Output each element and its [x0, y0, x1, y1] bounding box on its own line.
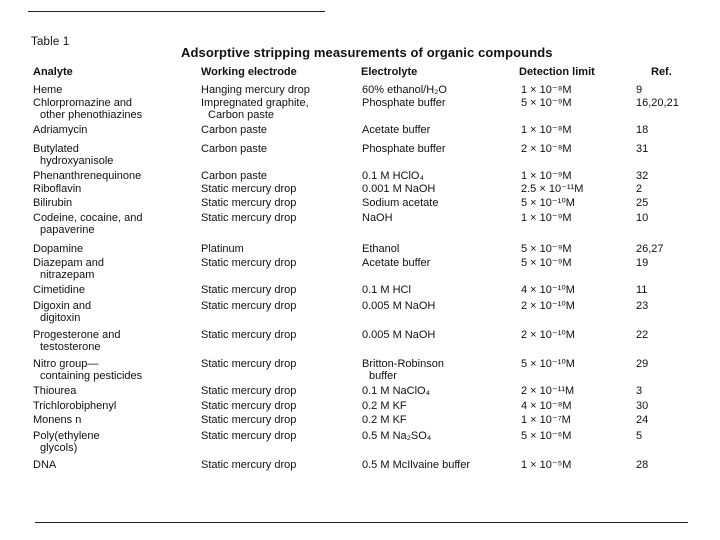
ref-cell: 10 — [636, 212, 649, 224]
electrolyte-cell — [362, 430, 431, 442]
electrode-cell-line: Static mercury drop — [201, 430, 297, 442]
detection-limit-cell: 2 × 10⁻¹⁰M — [521, 300, 575, 312]
detection-limit-cell: 5 × 10⁻⁹M — [521, 243, 572, 255]
analyte-cell — [33, 143, 113, 167]
analyte-cell-line: Bilirubin — [33, 197, 73, 209]
electrode-cell-line: Carbon paste — [201, 143, 268, 155]
table-row — [0, 459, 720, 473]
analyte-cell — [33, 243, 83, 255]
electrode-cell-line: Static mercury drop — [201, 284, 297, 296]
analyte-cell — [33, 459, 56, 471]
electrolyte-cell-line: 0.5 M Na₂SO₄ — [362, 430, 432, 442]
table-row — [0, 124, 720, 138]
ref-cell: 32 — [636, 170, 649, 182]
ref-cell: 16,20,21 — [636, 97, 679, 109]
electrolyte-cell-line: Acetate buffer — [362, 257, 431, 269]
electrode-cell — [201, 84, 310, 96]
ref-cell: 30 — [636, 400, 649, 412]
ref-cell: 28 — [636, 459, 649, 471]
electrode-cell-line: Hanging mercury drop — [201, 84, 310, 96]
electrolyte-cell — [362, 300, 435, 312]
ref-cell: 18 — [636, 124, 649, 136]
analyte-cell-line: Digoxin and — [33, 300, 92, 312]
table-row — [0, 358, 720, 382]
electrode-cell — [201, 97, 309, 121]
detection-limit-cell: 1 × 10⁻⁵M — [521, 459, 572, 471]
electrolyte-cell-continuation: buffer — [369, 370, 397, 382]
ref-cell: 19 — [636, 257, 649, 269]
bottom-rule — [35, 522, 688, 523]
table-row — [0, 329, 720, 353]
electrode-cell-line: Carbon paste — [201, 124, 268, 136]
electrode-cell — [201, 400, 296, 412]
header-detection-limit: Detection limit — [519, 66, 595, 78]
analyte-cell-line: Diazepam and — [33, 257, 104, 269]
ref-cell: 11 — [636, 284, 648, 296]
table-row — [0, 400, 720, 414]
analyte-cell-line: Monens n — [33, 414, 82, 426]
electrolyte-cell-line: 0.1 M NaClO₄ — [362, 385, 431, 397]
electrolyte-cell-line: Ethanol — [362, 243, 400, 255]
table-row — [0, 414, 720, 428]
detection-limit-cell: 5 × 10⁻¹⁰M — [521, 197, 575, 209]
electrode-cell — [201, 212, 296, 224]
detection-limit-cell: 1 × 10⁻⁹M — [521, 170, 572, 182]
analyte-cell-continuation: containing pesticides — [40, 370, 143, 382]
analyte-cell — [33, 329, 120, 353]
electrolyte-cell-line: Britton-Robinson — [362, 358, 444, 370]
analyte-cell-line: Trichlorobiphenyl — [33, 400, 117, 412]
analyte-cell — [33, 400, 116, 412]
analyte-cell — [33, 212, 142, 236]
electrolyte-cell-line: Phosphate buffer — [362, 143, 446, 155]
table-row — [0, 170, 720, 184]
detection-limit-cell: 1 × 10⁻⁹M — [521, 212, 572, 224]
electrolyte-cell-line: 0.005 M NaOH — [362, 329, 436, 341]
table-row — [0, 197, 720, 211]
table-label: Table 1 — [31, 36, 70, 48]
electrode-cell-line: Static mercury drop — [201, 459, 297, 471]
electrode-cell-line: Carbon paste — [201, 170, 268, 182]
analyte-cell-line: Progesterone and — [33, 329, 121, 341]
analyte-cell — [33, 300, 91, 324]
analyte-cell — [33, 197, 72, 209]
analyte-cell-continuation: papaverine — [40, 224, 95, 236]
electrolyte-cell — [362, 284, 411, 296]
electrolyte-cell — [362, 124, 430, 136]
electrolyte-cell — [362, 459, 470, 471]
electrolyte-cell-line: 0.005 M NaOH — [362, 300, 436, 312]
detection-limit-cell: 4 × 10⁻⁸M — [521, 400, 572, 412]
ref-cell: 2 — [636, 183, 643, 195]
table-row — [0, 300, 720, 324]
electrolyte-cell — [362, 97, 446, 109]
electrolyte-cell-line: 0.001 M NaOH — [362, 183, 436, 195]
analyte-cell-line: DNA — [33, 459, 57, 471]
electrode-cell-line: Static mercury drop — [201, 183, 297, 195]
ref-cell: 9 — [636, 84, 643, 96]
analyte-cell — [33, 284, 85, 296]
analyte-cell-continuation: digitoxin — [40, 312, 81, 324]
electrode-cell-line: Platinum — [201, 243, 244, 255]
analyte-cell — [33, 170, 141, 182]
ref-cell: 5 — [636, 430, 643, 442]
analyte-cell — [33, 430, 100, 454]
analyte-cell-continuation: glycols) — [40, 442, 78, 454]
detection-limit-cell: 5 × 10⁻¹⁰M — [521, 358, 575, 370]
analyte-cell-continuation: other phenothiazines — [40, 109, 143, 121]
analyte-cell-continuation: nitrazepam — [40, 269, 95, 281]
electrolyte-cell — [362, 212, 393, 224]
electrolyte-cell — [362, 143, 446, 155]
detection-limit-cell: 1 × 10⁻⁸M — [521, 124, 572, 136]
ref-cell: 3 — [636, 385, 643, 397]
analyte-cell-line: Poly(ethylene — [33, 430, 100, 442]
analyte-cell-line: Riboflavin — [33, 183, 82, 195]
electrode-cell-line: Static mercury drop — [201, 329, 297, 341]
electrolyte-cell — [362, 385, 430, 397]
electrolyte-cell-line: NaOH — [362, 212, 393, 224]
ref-cell: 24 — [636, 414, 649, 426]
electrode-cell-line: Static mercury drop — [201, 257, 297, 269]
electrolyte-cell-line: 0.2 M KF — [362, 414, 407, 426]
analyte-cell-line: Nitro group— — [33, 358, 99, 370]
electrolyte-cell-line: 0.1 M HCl — [362, 284, 411, 296]
table-row — [0, 430, 720, 454]
detection-limit-cell: 5 × 10⁻⁶M — [521, 430, 572, 442]
detection-limit-cell: 2 × 10⁻⁸M — [521, 143, 572, 155]
electrolyte-cell — [362, 257, 430, 269]
electrolyte-cell — [362, 400, 407, 412]
detection-limit-cell: 2 × 10⁻¹¹M — [521, 385, 575, 397]
ref-cell: 23 — [636, 300, 649, 312]
electrode-cell — [201, 257, 296, 269]
electrolyte-cell-line: Acetate buffer — [362, 124, 431, 136]
electrode-cell-line: Impregnated graphite, — [201, 97, 309, 109]
electrode-cell — [201, 284, 296, 296]
electrolyte-cell — [362, 329, 435, 341]
electrode-cell — [201, 170, 267, 182]
electrode-cell — [201, 197, 296, 209]
analyte-cell-line: Butylated — [33, 143, 79, 155]
table-row — [0, 143, 720, 167]
electrode-cell — [201, 183, 296, 195]
table-row — [0, 84, 720, 98]
table-row — [0, 97, 720, 121]
electrode-cell — [201, 300, 296, 312]
ref-cell: 31 — [636, 143, 649, 155]
header-ref: Ref. — [651, 66, 672, 78]
top-rule — [28, 11, 325, 12]
analyte-cell — [33, 183, 81, 195]
analyte-cell-line: Codeine, cocaine, and — [33, 212, 143, 224]
electrolyte-cell — [362, 84, 447, 96]
analyte-cell — [33, 84, 62, 96]
electrode-cell — [201, 143, 267, 155]
electrode-cell-line: Static mercury drop — [201, 197, 297, 209]
analyte-cell-continuation: testosterone — [40, 341, 101, 353]
ref-cell: 29 — [636, 358, 649, 370]
electrode-cell-line: Static mercury drop — [201, 212, 297, 224]
table-title: Adsorptive stripping measurements of organic compounds — [181, 45, 553, 60]
electrode-cell — [201, 430, 296, 442]
table-row — [0, 257, 720, 281]
analyte-cell — [33, 358, 142, 382]
ref-cell: 25 — [636, 197, 649, 209]
electrode-cell-line: Static mercury drop — [201, 358, 297, 370]
detection-limit-cell: 2 × 10⁻¹⁰M — [521, 329, 575, 341]
table-row — [0, 212, 720, 236]
detection-limit-cell: 5 × 10⁻⁹M — [521, 97, 572, 109]
analyte-cell — [33, 124, 87, 136]
header-analyte: Analyte — [33, 66, 73, 78]
electrode-cell — [201, 358, 296, 370]
detection-limit-cell: 1 × 10⁻⁸M — [521, 84, 572, 96]
electrolyte-cell-line: Phosphate buffer — [362, 97, 446, 109]
electrode-cell-line: Static mercury drop — [201, 385, 297, 397]
detection-limit-cell: 5 × 10⁻⁹M — [521, 257, 572, 269]
electrolyte-cell-line: Sodium acetate — [362, 197, 439, 209]
electrolyte-cell — [362, 183, 435, 195]
electrolyte-cell — [362, 197, 438, 209]
electrolyte-cell-line: 0.1 M HClO₄ — [362, 170, 424, 182]
analyte-cell-line: Heme — [33, 84, 63, 96]
electrode-cell-line: Static mercury drop — [201, 300, 297, 312]
table-row — [0, 284, 720, 298]
electrode-cell-line: Static mercury drop — [201, 414, 297, 426]
electrolyte-cell-line: 0.5 M McIlvaine buffer — [362, 459, 471, 471]
detection-limit-cell: 4 × 10⁻¹⁰M — [521, 284, 575, 296]
electrode-cell — [201, 385, 296, 397]
analyte-cell-line: Adriamycin — [33, 124, 88, 136]
analyte-cell-continuation: hydroxyanisole — [40, 155, 114, 167]
detection-limit-cell: 2.5 × 10⁻¹¹M — [521, 183, 584, 195]
analyte-cell — [33, 97, 142, 121]
analyte-cell — [33, 385, 76, 397]
ref-cell: 26,27 — [636, 243, 664, 255]
analyte-cell-line: Dopamine — [33, 243, 84, 255]
electrode-cell-continuation: Carbon paste — [208, 109, 275, 121]
electrolyte-cell — [362, 358, 444, 382]
electrode-cell — [201, 459, 296, 471]
electrode-cell — [201, 414, 296, 426]
electrode-cell — [201, 329, 296, 341]
analyte-cell — [33, 414, 81, 426]
electrolyte-cell-line: 0.2 M KF — [362, 400, 407, 412]
ref-cell: 22 — [636, 329, 649, 341]
header-working-electrode: Working electrode — [201, 66, 297, 78]
analyte-cell-line: Chlorpromazine and — [33, 97, 133, 109]
header-electrolyte: Electrolyte — [361, 66, 418, 78]
analyte-cell — [33, 257, 104, 281]
electrode-cell — [201, 124, 267, 136]
electrode-cell — [201, 243, 244, 255]
analyte-cell-line: Phenanthrenequinone — [33, 170, 142, 182]
analyte-cell-line: Cimetidine — [33, 284, 85, 296]
electrolyte-cell-line: 60% ethanol/H₂O — [362, 84, 447, 96]
detection-limit-cell: 1 × 10⁻⁷M — [521, 414, 571, 426]
table-row — [0, 243, 720, 257]
analyte-cell-line: Thiourea — [33, 385, 77, 397]
table-row — [0, 183, 720, 197]
table-row — [0, 385, 720, 399]
electrolyte-cell — [362, 170, 424, 182]
electrolyte-cell — [362, 243, 399, 255]
electrolyte-cell — [362, 414, 407, 426]
electrode-cell-line: Static mercury drop — [201, 400, 297, 412]
